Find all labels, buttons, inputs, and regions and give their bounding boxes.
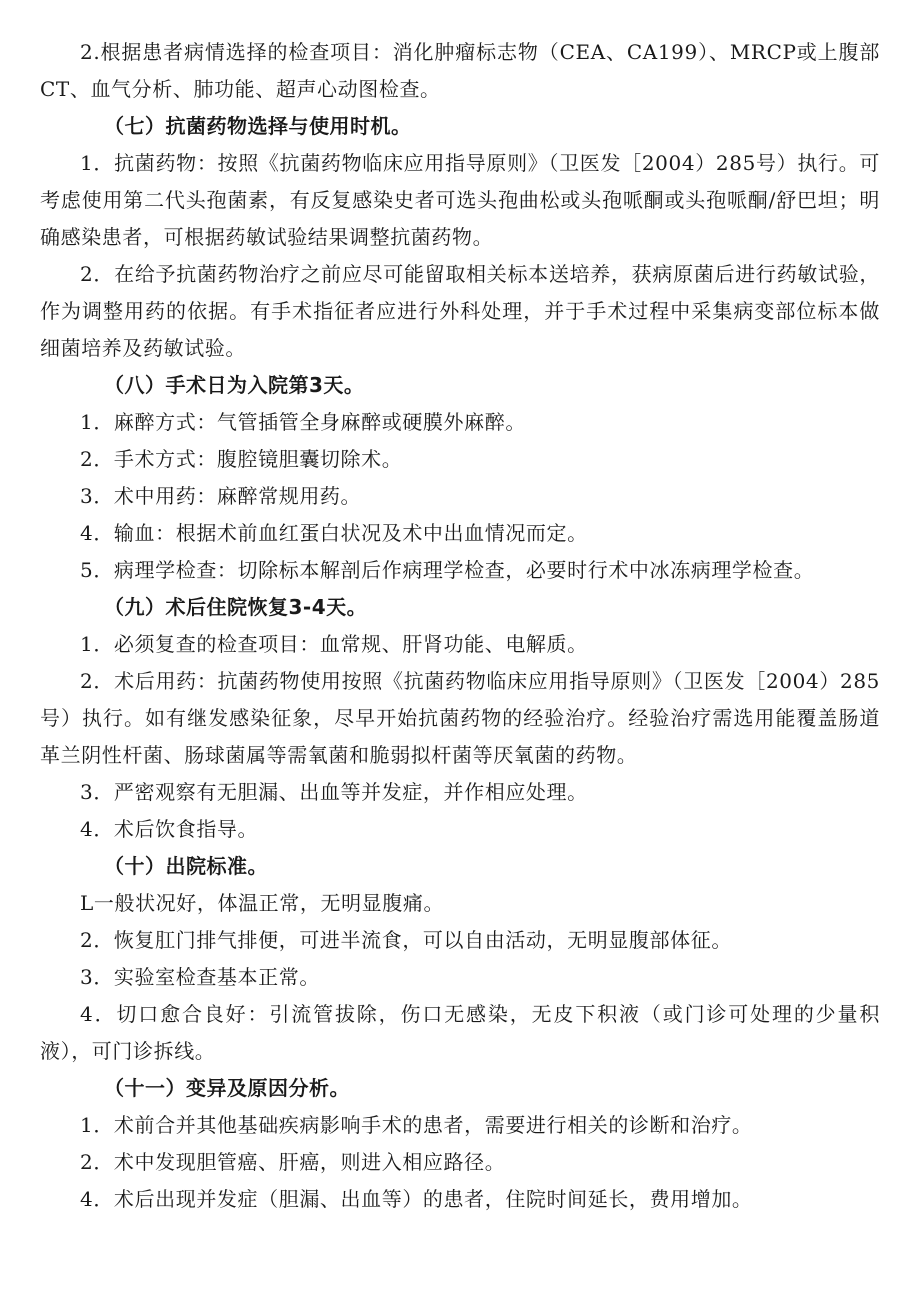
paragraph-transfusion: 4．输血：根据术前血红蛋白状况及术中出血情况而定。 bbox=[80, 521, 588, 545]
heading-antibiotics: （七）抗菌药物选择与使用时机。 bbox=[104, 114, 412, 138]
heading-surgery-day: （八）手术日为入院第3天。 bbox=[104, 373, 365, 397]
paragraph-anesthesia: 1．麻醉方式：气管插管全身麻醉或硬膜外麻醉。 bbox=[80, 410, 526, 434]
paragraph-postop-medication: 2．术后用药：抗菌药物使用按照《抗菌药物临床应用指导原则》（卫医发［2004）285号）执行。如有继发感染征象，尽早开始抗菌药物的经验治疗。经验治疗需选用能覆盖肠道革兰阴性杆菌、肠球菌属等需氧菌和脆弱拟杆菌等厌氧菌的药物。 bbox=[40, 669, 880, 767]
paragraph-diet-guidance: 4．术后饮食指导。 bbox=[80, 817, 259, 841]
heading-discharge-criteria: （十）出院标准。 bbox=[104, 854, 268, 878]
heading-postop-recovery: （九）术后住院恢复3-4天。 bbox=[104, 595, 368, 619]
heading-variation-analysis: （十一）变异及原因分析。 bbox=[104, 1076, 350, 1100]
paragraph-exam-items: 2.根据患者病情选择的检查项目：消化肿瘤标志物（CEA、CA199）、MRCP或上腹部CT、血气分析、肺功能、超声心动图检查。 bbox=[40, 40, 880, 101]
paragraph-variation-1: 1．术前合并其他基础疾病影响手术的患者，需要进行相关的诊断和治疗。 bbox=[80, 1113, 753, 1137]
paragraph-antibiotics-1: 1．抗菌药物：按照《抗菌药物临床应用指导原则》（卫医发［2004）285号）执行。可考虑使用第二代头孢菌素，有反复感染史者可选头孢曲松或头孢哌酮或头孢哌酮/舒巴坦；明确感染患者，可根据药敏试验结果调整抗菌药物。 bbox=[40, 151, 880, 249]
paragraph-discharge-4: 4．切口愈合良好：引流管拔除，伤口无感染，无皮下积液（或门诊可处理的少量积液），可门诊拆线。 bbox=[40, 1002, 880, 1063]
paragraph-antibiotics-2: 2．在给予抗菌药物治疗之前应尽可能留取相关标本送培养，获病原菌后进行药敏试验，作为调整用药的依据。有手术指征者应进行外科处理，并于手术过程中采集病变部位标本做细菌培养及药敏试验。 bbox=[40, 262, 880, 360]
paragraph-surgery-method: 2．手术方式：腹腔镜胆囊切除术。 bbox=[80, 447, 403, 471]
paragraph-complication-watch: 3．严密观察有无胆漏、出血等并发症，并作相应处理。 bbox=[80, 780, 588, 804]
paragraph-pathology: 5．病理学检查：切除标本解剖后作病理学检查，必要时行术中冰冻病理学检查。 bbox=[80, 558, 815, 582]
paragraph-recheck-items: 1．必须复查的检查项目：血常规、肝肾功能、电解质。 bbox=[80, 632, 588, 656]
paragraph-discharge-3: 3．实验室检查基本正常。 bbox=[80, 965, 320, 989]
paragraph-intraop-medication: 3．术中用药：麻醉常规用药。 bbox=[80, 484, 362, 508]
paragraph-discharge-1: L一般状况好，体温正常，无明显腹痛。 bbox=[80, 891, 445, 915]
paragraph-discharge-2: 2．恢复肛门排气排便，可进半流食，可以自由活动，无明显腹部体征。 bbox=[80, 928, 732, 952]
paragraph-variation-2: 2．术中发现胆管癌、肝癌，则进入相应路径。 bbox=[80, 1150, 506, 1174]
paragraph-variation-4: 4．术后出现并发症（胆漏、出血等）的患者，住院时间延长，费用增加。 bbox=[80, 1187, 753, 1211]
